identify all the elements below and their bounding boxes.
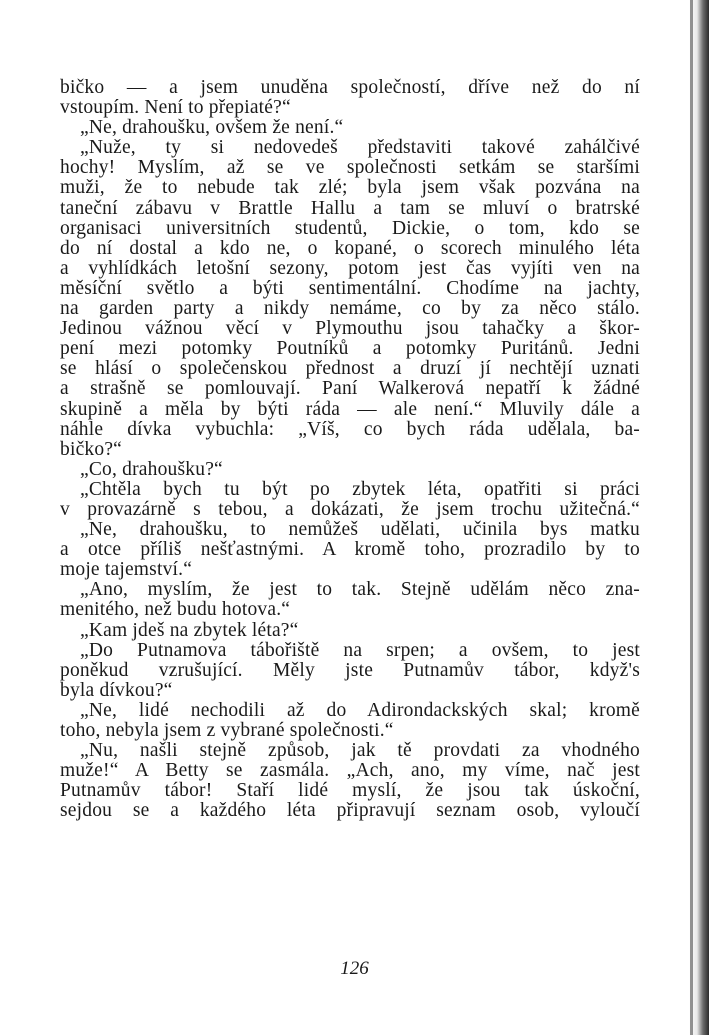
text-line: byla dívkou?“ bbox=[60, 679, 173, 701]
text-line: bičko — a jsem unuděna společností, dříve než do ní bbox=[60, 77, 640, 98]
text-line: toho, nebyla jsem z vybrané společnosti.“ bbox=[60, 720, 394, 741]
text-line: a vyhlídkách letošní sezony, potom jest čas vyjíti ven na bbox=[60, 257, 640, 279]
text-line: taneční zábavu v Brattle Hallu a tam se mluví o bratrské bbox=[60, 197, 640, 219]
text-line: muži, že to nebude tak zlé; byla jsem však pozvána na bbox=[60, 177, 640, 199]
text-line: muže!“ A Betty se zasmála. „Ach, ano, my víme, nač jest bbox=[60, 760, 640, 782]
text-line: vstoupím. Není to přepiaté?“ bbox=[60, 97, 291, 119]
text-line: do ní dostal a kdo ne, o kopané, o scorech minulého léta bbox=[60, 237, 640, 259]
text-line: Putnamův tábor! Staří lidé myslí, že jsou tak úskoční, bbox=[60, 780, 640, 802]
page-binding-line bbox=[690, 0, 693, 1035]
text-line: „Ano, myslím, že jest to tak. Stejně udělám něco zna- bbox=[80, 579, 640, 601]
text-line: a otce příliš nešťastnými. A kromě toho, prozradilo by to bbox=[60, 539, 640, 561]
text-line: a strašně se pomlouvají. Paní Walkerová nepatří k žádné bbox=[60, 378, 640, 400]
text-line: pení mezi potomky Poutníků a potomky Puritánů. Jedni bbox=[60, 338, 640, 360]
text-line: poněkud vzrušující. Měly jste Putnamův tábor, když's bbox=[60, 659, 640, 681]
text-line: organisaci universitních studentů, Dickie, o tom, kdo se bbox=[60, 217, 640, 239]
text-line: měsíční světlo a býti sentimentální. Chodíme na jachty, bbox=[60, 277, 640, 299]
text-line: skupině a měla by býti ráda — ale není.“ Mluvily dále a bbox=[60, 398, 640, 420]
text-line: sejdou se a každého léta připravují seznam osob, vyloučí bbox=[60, 800, 640, 822]
text-line: náhle dívka vybuchla: „Víš, co bych ráda udělala, ba- bbox=[60, 418, 640, 440]
text-line: moje tajemství.“ bbox=[60, 559, 193, 581]
text-line: „Nu, našli stejně způsob, jak tě provdati za vhodného bbox=[80, 740, 640, 762]
text-line: menitého, než budu hotova.“ bbox=[60, 599, 291, 621]
text-line: „Ne, lidé nechodili až do Adirondackských skal; kromě bbox=[80, 699, 640, 721]
text-line: „Chtěla bych tu být po zbytek léta, opatřiti si práci bbox=[80, 478, 640, 500]
text-line: se hlásí o společenskou přednost a druzí jí nechtějí uznati bbox=[60, 358, 640, 380]
text-line: „Do Putnamova tábořiště na srpen; a ovšem, to jest bbox=[80, 639, 640, 661]
text-line: v provazárně s tebou, a dokázati, že jsem trochu užitečná.“ bbox=[60, 498, 640, 520]
text-line: hochy! Myslím, až se ve společnosti setkám se staršími bbox=[60, 157, 640, 179]
text-line: na garden party a nikdy nemáme, co by za něco stálo. bbox=[60, 298, 640, 320]
text-line: Jedinou vážnou věcí v Plymouthu jsou tahačky a škor- bbox=[60, 318, 640, 340]
text-line: „Nuže, ty si nedovedeš představiti takové zahálčivé bbox=[80, 137, 640, 159]
text-line: „Ne, drahoušku, ovšem že není.“ bbox=[80, 117, 344, 139]
text-line: „Co, drahoušku?“ bbox=[80, 458, 223, 480]
text-line: „Kam jdeš na zbytek léta?“ bbox=[80, 619, 299, 641]
page-number: 126 bbox=[340, 958, 369, 979]
text-line: bičko?“ bbox=[60, 438, 123, 460]
body-text bbox=[60, 78, 640, 821]
text-line: „Ne, drahoušku, to nemůžeš udělati, učinila bys matku bbox=[80, 519, 640, 541]
